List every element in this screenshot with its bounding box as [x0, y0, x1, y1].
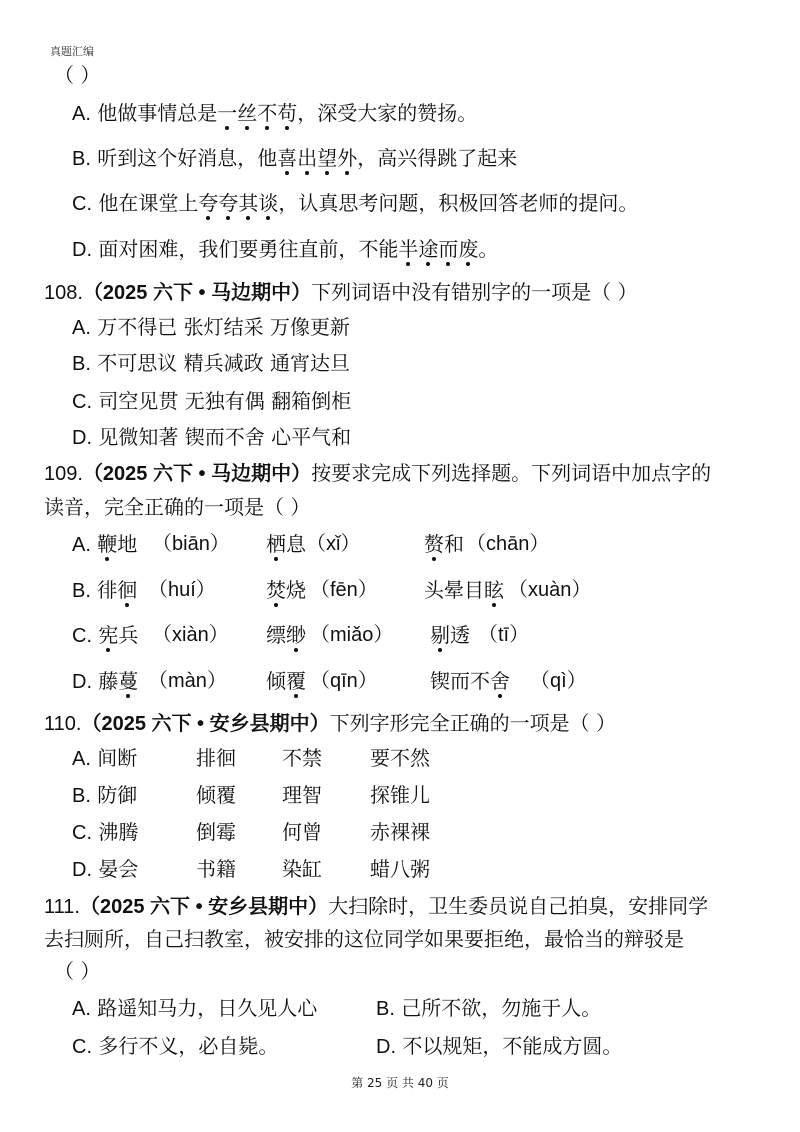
question-110-stem: 110.（2025 六下 • 安乡县期中）下列字形完全正确的一项是（ ） — [44, 711, 616, 735]
page-footer: 第 25 页 共 40 页 — [351, 1076, 449, 1090]
question-111-stem: 111.（2025 六下 • 安乡县期中）大扫除时，卫生委员说自己拍臭，安排同学 — [44, 894, 709, 918]
q108-option-b: B. 不可思议 精兵减政 通宵达旦 — [72, 351, 350, 375]
q108-option-d: D. 见微知著 锲而不舍 心平气和 — [72, 425, 352, 449]
q108-option-a: A. 万不得已 张灯结采 万像更新 — [72, 315, 350, 339]
question-111-stem-line2: 去扫厕所，自己扫教室，被安排的这位同学如果要拒绝，最恰当的辩驳是 — [44, 927, 684, 951]
q107-option-a: A. 他做事情总是一丝不苟，深受大家的赞扬。 — [72, 101, 478, 125]
question-109-stem-line2: 读音，完全正确的一项是（ ） — [44, 495, 311, 519]
q107-option-d: D. 面对困难，我们要勇往直前，不能半途而废。 — [72, 237, 499, 261]
question-111-paren: （ ） — [54, 959, 101, 983]
q107-option-c: C. 他在课堂上夸夸其谈，认真思考问题，积极回答老师的提问。 — [72, 191, 639, 215]
question-109-stem: 109.（2025 六下 • 马边期中）按要求完成下列选择题。下列词语中加点字的 — [44, 461, 712, 485]
question-108-stem: 108.（2025 六下 • 马边期中）下列词语中没有错别字的一项是（ ） — [44, 280, 638, 304]
question-107-paren: （ ） — [54, 63, 101, 87]
q107-option-b: B. 听到这个好消息，他喜出望外，高兴得跳了起来 — [72, 146, 518, 170]
page-header: 真题汇编 — [50, 45, 94, 58]
q108-option-c: C. 司空见贯 无独有偶 翻箱倒柜 — [72, 389, 352, 413]
